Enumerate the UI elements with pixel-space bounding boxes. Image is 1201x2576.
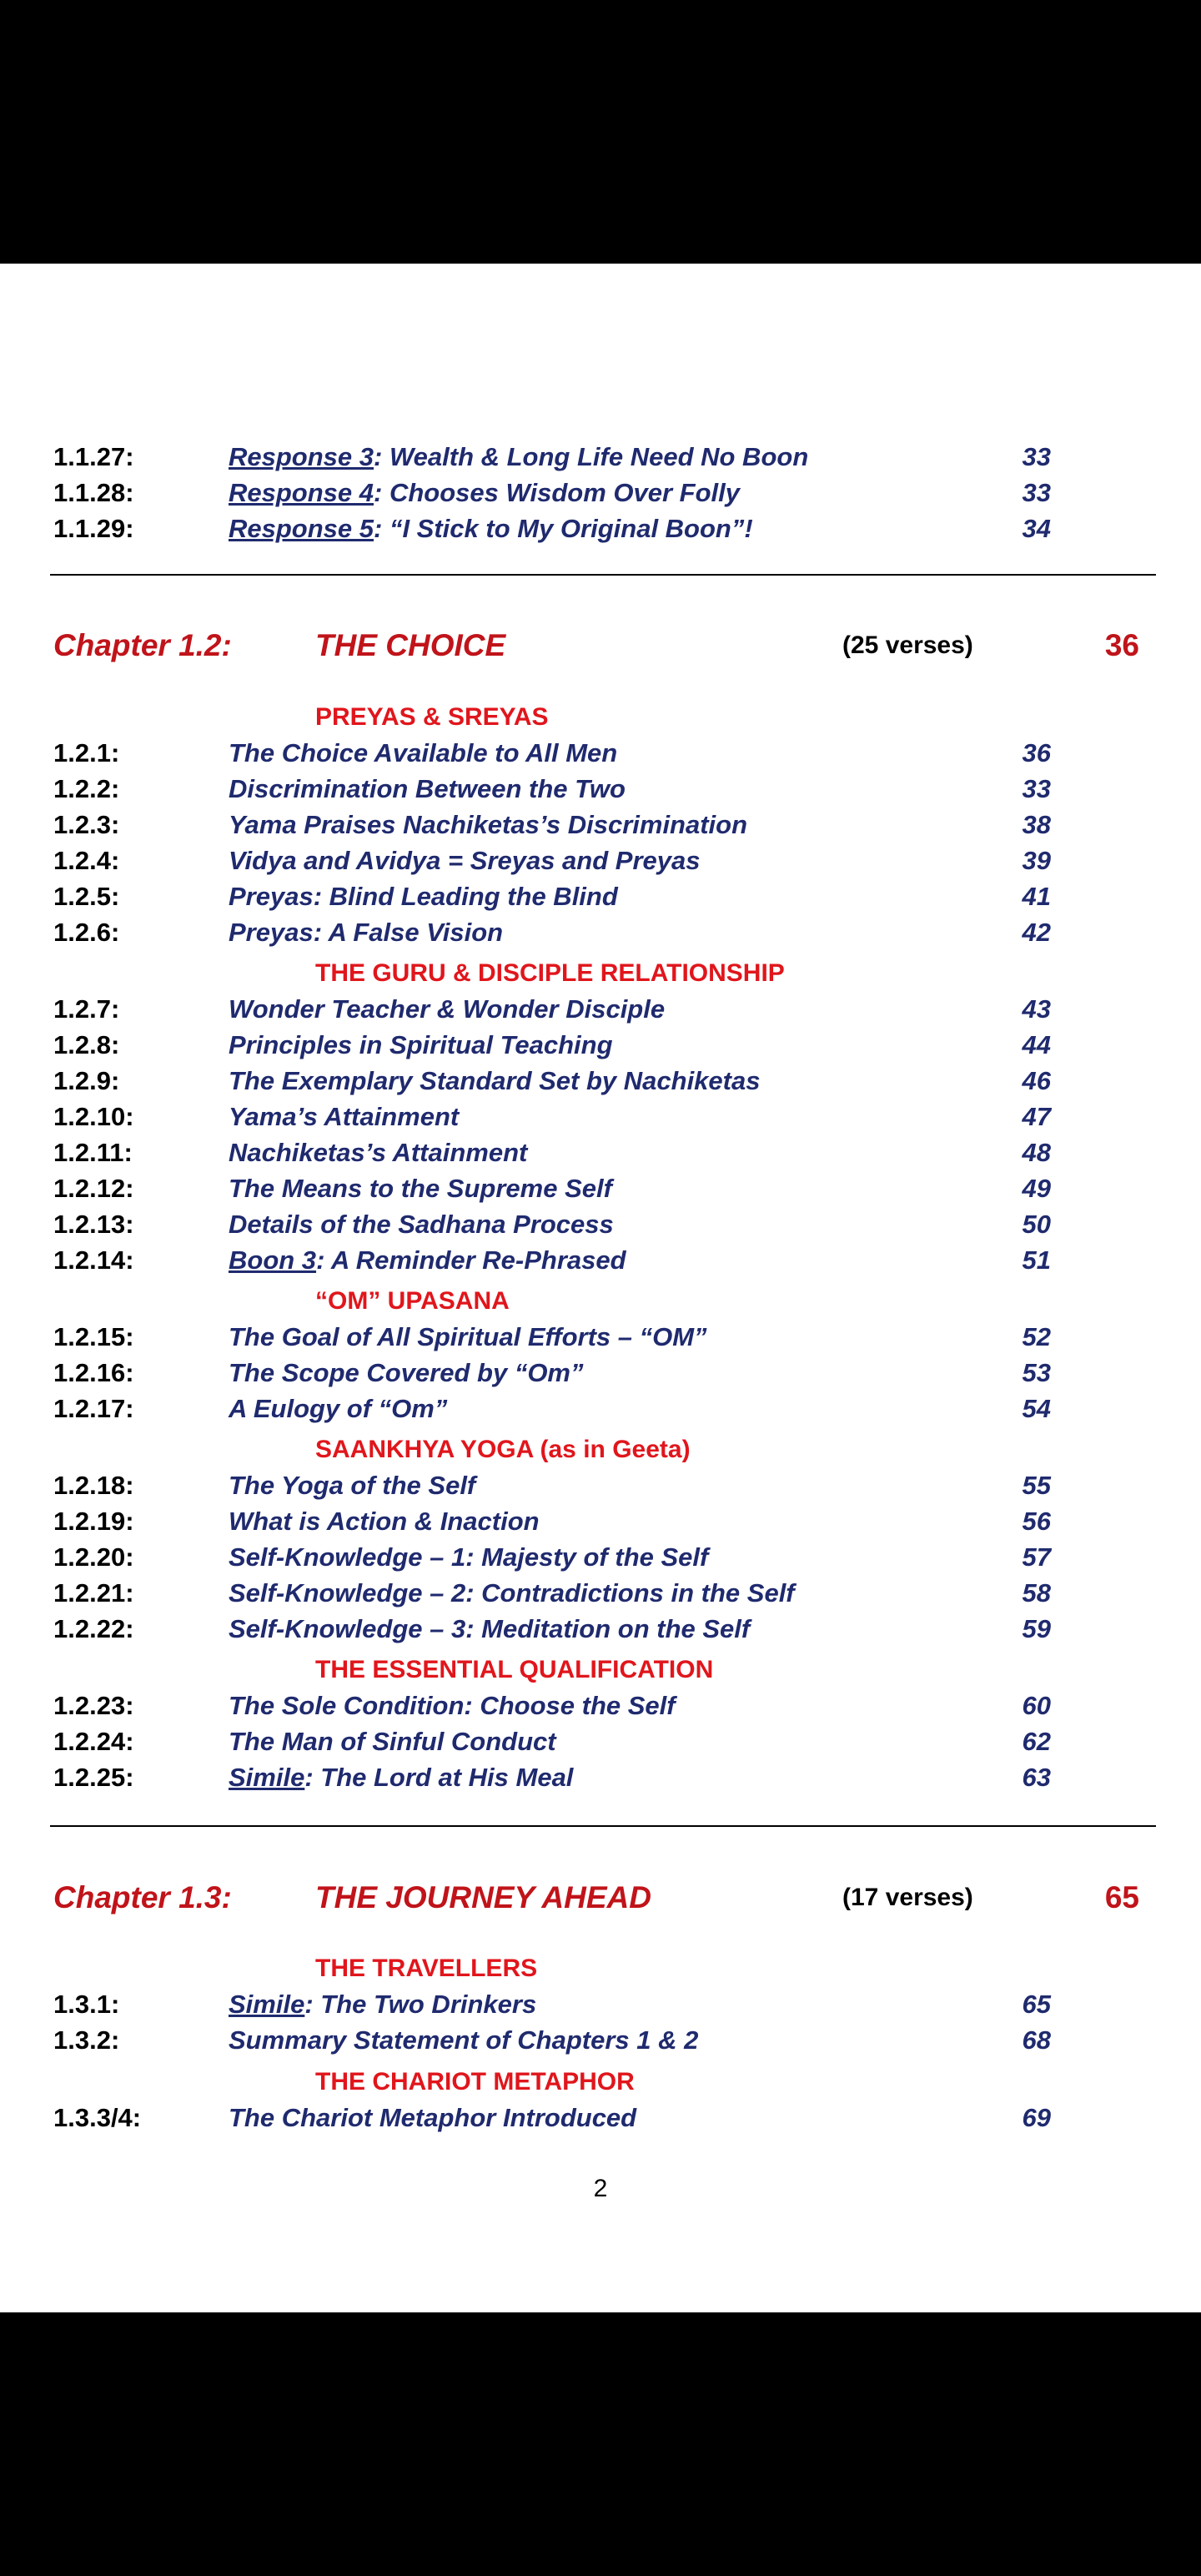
verse-number: 1.2.12:: [53, 1174, 134, 1203]
verse-number: 1.3.3/4:: [53, 2103, 142, 2132]
verse-number: 1.2.15:: [53, 1322, 134, 1351]
entry-title-text: Yama’s Attainment: [229, 1102, 460, 1131]
entry-title: [229, 1725, 556, 1758]
page-ref: 41: [1022, 882, 1051, 911]
entry-title: [229, 993, 665, 1026]
entry-title: [229, 1541, 708, 1574]
entry-title: [229, 2101, 636, 2135]
verse-number: 1.1.27:: [53, 442, 134, 471]
entry-title-text: : Chooses Wisdom Over Folly: [374, 478, 740, 507]
page-ref: 68: [1022, 2025, 1051, 2055]
verse-number: 1.2.8:: [53, 1030, 120, 1059]
entry-title: [229, 1244, 626, 1277]
chapter-header[interactable]: [0, 625, 1201, 667]
verse-number: 1.2.24:: [53, 1727, 134, 1756]
verse-number: 1.2.3:: [53, 810, 120, 839]
chapter-header[interactable]: [0, 1877, 1201, 1919]
entry-title-text: Discrimination Between the Two: [229, 774, 626, 803]
entry-title-text: The Yoga of the Self: [229, 1471, 476, 1500]
section-heading: “OM” UPASANA: [315, 1287, 510, 1315]
page-ref: 62: [1022, 1727, 1051, 1756]
entry-title-text: Self-Knowledge – 3: Meditation on the Self: [229, 1614, 751, 1643]
entry-title-text: Preyas: Blind Leading the Blind: [229, 882, 618, 911]
entry-title-text: The Choice Available to All Men: [229, 738, 618, 767]
chapter-verses: (25 verses): [842, 631, 973, 659]
entry-title: [229, 476, 740, 510]
entry-title-text: Yama Praises Nachiketas’s Discrimination: [229, 810, 748, 839]
entry-title-text: : “I Stick to My Original Boon”!: [374, 514, 753, 543]
entry-title-text: The Chariot Metaphor Introduced: [229, 2103, 637, 2132]
page-ref: 33: [1022, 774, 1051, 803]
entry-title: [229, 1613, 750, 1646]
verse-number: 1.2.5:: [53, 882, 120, 911]
page-ref: 49: [1022, 1174, 1051, 1203]
toc-entry[interactable]: [0, 1761, 1201, 1794]
entry-title-text: Principles in Spiritual Teaching: [229, 1030, 613, 1059]
divider: [50, 574, 1156, 576]
entry-title-text: The Sole Condition: Choose the Self: [229, 1691, 676, 1720]
entry-title-text: Preyas: A False Vision: [229, 918, 504, 947]
chapter-title: THE JOURNEY AHEAD: [315, 1880, 651, 1914]
toc-entry[interactable]: [0, 880, 1201, 913]
entry-title-text: : The Two Drinkers: [304, 1990, 537, 2019]
entry-title-text: Vidya and Avidya = Sreyas and Preyas: [229, 846, 701, 875]
page-ref: 50: [1022, 1210, 1051, 1239]
entry-title: [229, 1064, 760, 1098]
entry-title: [229, 1136, 527, 1170]
entry-prefix: Simile: [229, 1763, 305, 1792]
chapter-page: 65: [1104, 1880, 1139, 1914]
entry-title-text: Details of the Sadhana Process: [229, 1210, 614, 1239]
toc-entry[interactable]: [0, 808, 1201, 842]
entry-title-text: Self-Knowledge – 1: Majesty of the Self: [229, 1542, 709, 1572]
toc-entry[interactable]: [0, 1577, 1201, 1610]
entry-title: [229, 737, 617, 770]
verse-number: 1.2.2:: [53, 774, 120, 803]
page-ref: 38: [1022, 810, 1051, 839]
toc-entry[interactable]: [0, 1356, 1201, 1390]
entry-title: [229, 1208, 614, 1241]
toc-entry[interactable]: [0, 1136, 1201, 1170]
entry-title-text: The Scope Covered by “Om”: [229, 1358, 584, 1387]
toc-entry[interactable]: [0, 440, 1201, 474]
toc-entry[interactable]: [0, 1321, 1201, 1354]
page-ref: 56: [1022, 1507, 1051, 1536]
verse-number: 1.2.4:: [53, 846, 120, 875]
page-ref: 46: [1022, 1066, 1051, 1095]
page-ref: 51: [1022, 1245, 1051, 1275]
entry-title-text: Wonder Teacher & Wonder Disciple: [229, 994, 666, 1024]
toc-entry[interactable]: [0, 476, 1201, 510]
entry-title-text: Nachiketas’s Attainment: [229, 1138, 528, 1167]
toc-entry[interactable]: [0, 1064, 1201, 1098]
entry-title: [229, 844, 700, 878]
page-ref: 54: [1022, 1394, 1051, 1423]
entry-title: [229, 2024, 698, 2057]
page-ref: 43: [1022, 994, 1051, 1024]
entry-title-text: : A Reminder Re-Phrased: [316, 1245, 626, 1275]
toc-entry[interactable]: [0, 1541, 1201, 1574]
toc-entry[interactable]: [0, 737, 1201, 770]
entry-prefix: Response 4: [229, 478, 374, 507]
toc-entry[interactable]: [0, 1244, 1201, 1277]
page-ref: 58: [1022, 1578, 1051, 1607]
entry-title: [229, 772, 626, 806]
verse-number: 1.3.2:: [53, 2025, 120, 2055]
verse-number: 1.1.28:: [53, 478, 134, 507]
entry-title: [229, 1321, 707, 1354]
page-ref: 63: [1022, 1763, 1051, 1792]
page-ref: 59: [1022, 1614, 1051, 1643]
entry-title: [229, 512, 753, 546]
entry-title: [229, 916, 503, 949]
verse-number: 1.2.11:: [53, 1138, 133, 1167]
verse-number: 1.2.14:: [53, 1245, 134, 1275]
section-heading: SAANKHYA YOGA (as in Geeta): [315, 1436, 691, 1463]
verse-number: 1.2.16:: [53, 1358, 134, 1387]
entry-title: [229, 1172, 612, 1205]
toc-entry[interactable]: [0, 993, 1201, 1026]
toc-entry[interactable]: [0, 1613, 1201, 1646]
section-heading: PREYAS & SREYAS: [315, 703, 549, 731]
entry-title-text: The Goal of All Spiritual Efforts – “OM”: [229, 1322, 707, 1351]
chapter-label: Chapter 1.3:: [53, 1880, 232, 1914]
entry-title: [229, 1100, 459, 1134]
page-ref: 69: [1022, 2103, 1051, 2132]
toc-entry[interactable]: [0, 1469, 1201, 1502]
chapter-title: THE CHOICE: [315, 628, 506, 662]
section-heading: THE GURU & DISCIPLE RELATIONSHIP: [315, 959, 785, 987]
section-heading: THE ESSENTIAL QUALIFICATION: [315, 1656, 714, 1683]
toc-entry[interactable]: [0, 1100, 1201, 1134]
verse-number: 1.2.7:: [53, 994, 120, 1024]
toc-entry[interactable]: [0, 1172, 1201, 1205]
entry-title-text: The Exemplary Standard Set by Nachiketas: [229, 1066, 761, 1095]
entry-title-text: The Man of Sinful Conduct: [229, 1727, 556, 1756]
section-heading: THE CHARIOT METAPHOR: [315, 2068, 635, 2096]
entry-title: [229, 1505, 540, 1538]
verse-number: 1.2.17:: [53, 1394, 134, 1423]
entry-title: [229, 1577, 795, 1610]
entry-prefix: Response 5: [229, 514, 374, 543]
page-ref: 33: [1022, 442, 1051, 471]
entry-title: [229, 1761, 573, 1794]
entry-title: [229, 1469, 475, 1502]
entry-title: [229, 1988, 536, 2021]
entry-title-text: : The Lord at His Meal: [304, 1763, 574, 1792]
entry-prefix: Response 3: [229, 442, 374, 471]
toc-entry[interactable]: [0, 2024, 1201, 2057]
entry-title: [229, 808, 747, 842]
section-heading: THE TRAVELLERS: [315, 1955, 538, 1982]
page-ref: 57: [1022, 1542, 1051, 1572]
toc-entry[interactable]: [0, 1208, 1201, 1241]
toc-entry[interactable]: [0, 512, 1201, 546]
entry-title: [229, 880, 618, 913]
page-number: 2: [593, 2175, 608, 2202]
page-ref: 33: [1022, 478, 1051, 507]
entry-title: [229, 1356, 584, 1390]
toc-entry[interactable]: [0, 916, 1201, 949]
verse-number: 1.2.23:: [53, 1691, 134, 1720]
toc-entry[interactable]: [0, 1689, 1201, 1723]
page-ref: 34: [1022, 514, 1051, 543]
page-ref: 52: [1022, 1322, 1051, 1351]
entry-title-text: A Eulogy of “Om”: [229, 1394, 448, 1423]
entry-title-text: What is Action & Inaction: [229, 1507, 540, 1536]
page-ref: 48: [1022, 1138, 1051, 1167]
entry-title: [229, 440, 808, 474]
entry-prefix: Simile: [229, 1990, 305, 2019]
toc-entry[interactable]: [0, 772, 1201, 806]
toc-entry[interactable]: [0, 1988, 1201, 2021]
verse-number: 1.2.21:: [53, 1578, 134, 1607]
verse-number: 1.2.25:: [53, 1763, 134, 1792]
verse-number: 1.2.9:: [53, 1066, 120, 1095]
page-ref: 44: [1022, 1030, 1051, 1059]
entry-prefix: Boon 3: [229, 1245, 317, 1275]
page-ref: 53: [1022, 1358, 1051, 1387]
verse-number: 1.1.29:: [53, 514, 134, 543]
page-ref: 36: [1022, 738, 1051, 767]
page-ref: 47: [1022, 1102, 1051, 1131]
page-ref: 60: [1022, 1691, 1051, 1720]
chapter-verses: (17 verses): [842, 1884, 973, 1911]
entry-title-text: Self-Knowledge – 2: Contradictions in the Self: [229, 1578, 795, 1607]
top-black-band: [0, 0, 1201, 264]
toc-entry[interactable]: [0, 1725, 1201, 1758]
verse-number: 1.2.10:: [53, 1102, 134, 1131]
verse-number: 1.2.20:: [53, 1542, 134, 1572]
page-ref: 65: [1022, 1990, 1051, 2019]
verse-number: 1.2.18:: [53, 1471, 134, 1500]
toc-entry[interactable]: [0, 2101, 1201, 2135]
entry-title: [229, 1392, 447, 1426]
chapter-label: Chapter 1.2:: [53, 628, 232, 662]
entry-title-text: Summary Statement of Chapters 1 & 2: [229, 2025, 699, 2055]
page-ref: 55: [1022, 1471, 1051, 1500]
toc-entry[interactable]: [0, 844, 1201, 878]
entry-title-text: : Wealth & Long Life Need No Boon: [374, 442, 809, 471]
toc-entry[interactable]: [0, 1505, 1201, 1538]
verse-number: 1.3.1:: [53, 1990, 120, 2019]
verse-number: 1.2.6:: [53, 918, 120, 947]
verse-number: 1.2.19:: [53, 1507, 134, 1536]
page-ref: 42: [1022, 918, 1051, 947]
verse-number: 1.2.1:: [53, 738, 120, 767]
chapter-page: 36: [1104, 628, 1139, 662]
verse-number: 1.2.22:: [53, 1614, 134, 1643]
entry-title-text: The Means to the Supreme Self: [229, 1174, 612, 1203]
toc-entry[interactable]: [0, 1029, 1201, 1062]
entry-title: [229, 1689, 676, 1723]
divider: [50, 1825, 1156, 1827]
toc-entry[interactable]: [0, 1392, 1201, 1426]
page-ref: 39: [1022, 846, 1051, 875]
bottom-black-band: [0, 2312, 1201, 2576]
verse-number: 1.2.13:: [53, 1210, 134, 1239]
entry-title: [229, 1029, 613, 1062]
